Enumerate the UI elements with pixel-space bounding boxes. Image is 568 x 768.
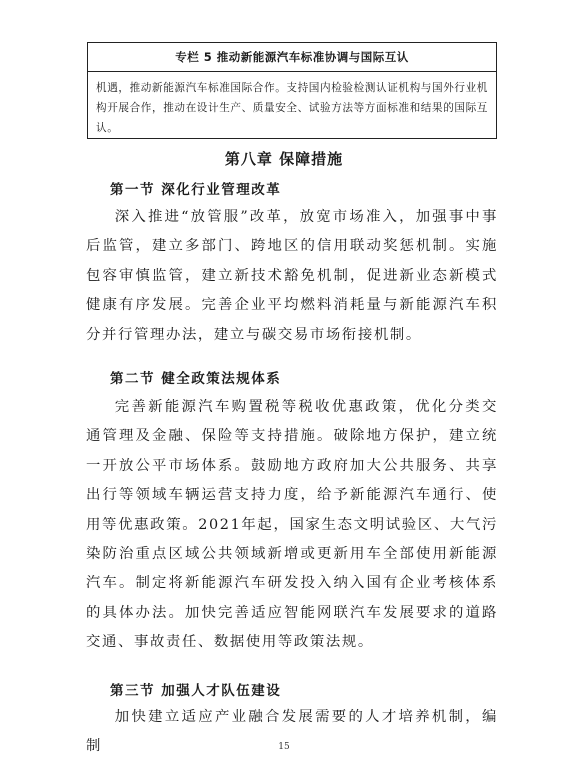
section-paragraph-3: 加快建立适应产业融合发展需要的人才培养机制，编制 (86, 709, 498, 755)
sidebar-box (87, 42, 497, 139)
chapter-title: 第八章 保障措施 (224, 150, 344, 168)
section-paragraph-2: 完善新能源汽车购置税等税收优惠政策，优化分类交通管理及金融、保险等支持措施。破除地方保护，建立统一开放公平市场体系。鼓励地方政府加大公共服务、共享出行等领域车辆运营支持力度，给予新能源汽车通行、使用等优惠政策。2021年起，国家生态文明试验区、大气污染防治重点区域公共领域新增或更新用车全部使用新能源汽车。制定将新能源汽车研发投入纳入国有企业考核体系的具体办法。加快完善适应智能网联汽车发展要求的道路交通、事故责任、数据使用等政策法规。 (86, 399, 498, 651)
section-heading-3: 第三节 加强人才队伍建设 (110, 683, 282, 699)
box-body: 机遇，推动新能源汽车标准国际合作。支持国内检验检测认证机构与国外行业机构开展合作，推动在设计生产、质量安全、试验方法等方面标准和结果的国际互认。 (96, 82, 488, 134)
page-number: 15 (278, 742, 290, 752)
section-heading-1: 第一节 深化行业管理改革 (110, 182, 282, 198)
section-paragraph-1: 深入推进“放管服”改革，放宽市场准入，加强事中事后监管，建立多部门、跨地区的信用联动奖惩机制。实施包容审慎监管，建立新技术豁免机制，促进新业态新模式健康有序发展。完善企业平均燃料消耗量与新能源汽车积分并行管理办法，建立与碳交易市场衔接机制。 (86, 209, 498, 343)
section-heading-2: 第二节 健全政策法规体系 (110, 371, 282, 387)
box-title: 专栏 5 推动新能源汽车标准协调与国际互认 (88, 43, 496, 72)
